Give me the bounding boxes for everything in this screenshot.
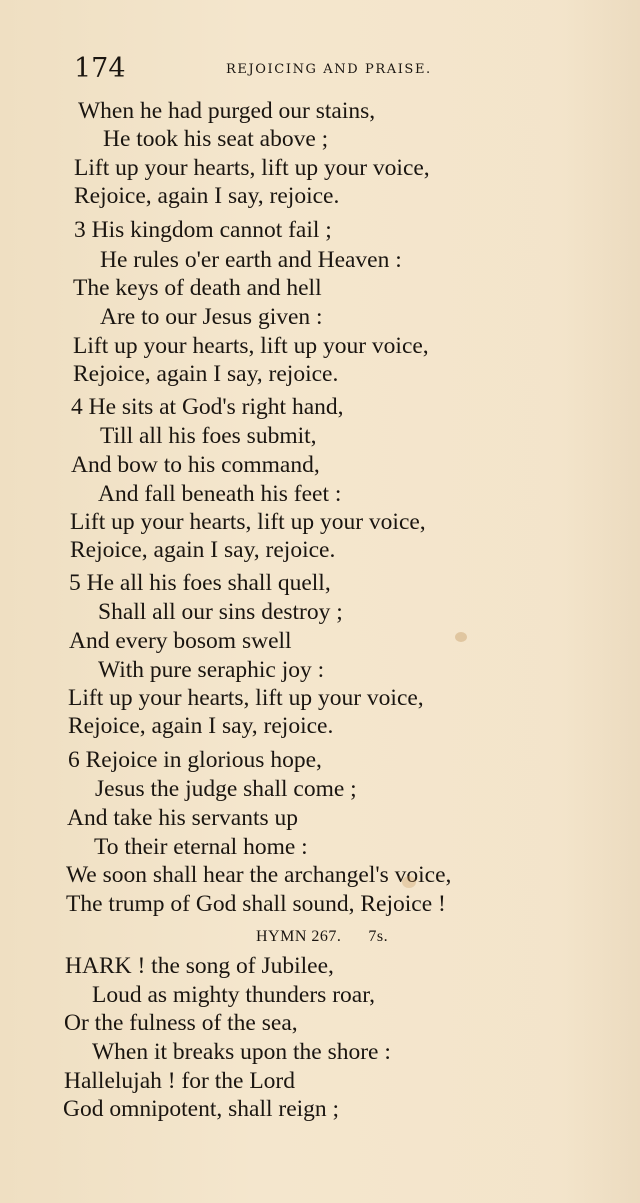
hymn-meter: 7s. <box>368 928 389 945</box>
verse-line: The trump of God shall sound, Rejoice ! <box>66 891 446 917</box>
verse-line: 3 His kingdom cannot fail ; <box>74 217 332 243</box>
verse-line: He rules o'er earth and Heaven : <box>100 247 402 273</box>
verse-line: Or the fulness of the sea, <box>64 1010 298 1036</box>
verse-line: Lift up your hearts, lift up your voice, <box>70 509 426 535</box>
verse-line: To their eternal home : <box>94 834 308 860</box>
verse-line: Lift up your hearts, lift up your voice, <box>74 155 430 181</box>
verse-line: Lift up your hearts, lift up your voice, <box>68 685 424 711</box>
verse-line: We soon shall hear the archangel's voice, <box>66 862 452 888</box>
verse-line: Lift up your hearts, lift up your voice, <box>73 333 429 359</box>
page-number: 174 <box>74 53 126 84</box>
verse-line: HARK ! the song of Jubilee, <box>65 953 334 979</box>
verse-line: Rejoice, again I say, rejoice. <box>70 537 336 563</box>
verse-line: 5 He all his foes shall quell, <box>69 570 331 596</box>
verse-line: Rejoice, again I say, rejoice. <box>74 183 340 209</box>
verse-line: Shall all our sins destroy ; <box>98 599 343 625</box>
verse-line: And take his servants up <box>67 805 299 831</box>
verse-line: And bow to his command, <box>71 452 320 478</box>
verse-line: Rejoice, again I say, rejoice. <box>73 361 339 387</box>
verse-line: And fall beneath his feet : <box>98 481 342 507</box>
verse-line: And every bosom swell <box>69 628 292 654</box>
verse-line: Hallelujah ! for the Lord <box>64 1068 295 1094</box>
verse-line: When he had purged our stains, <box>78 98 376 124</box>
verse-line: 4 He sits at God's right hand, <box>71 394 344 420</box>
paper-stain <box>402 876 416 888</box>
page-edge-shading <box>560 0 640 1203</box>
page-header <box>74 52 474 86</box>
verse-line: 6 Rejoice in glorious hope, <box>68 747 322 773</box>
hymn-number: HYMN 267. <box>256 928 342 945</box>
verse-line: When it breaks upon the shore : <box>92 1039 391 1065</box>
verse-line: Jesus the judge shall come ; <box>95 776 357 802</box>
paper-stain <box>455 632 467 642</box>
running-head: REJOICING AND PRAISE. <box>226 62 432 77</box>
verse-line: Till all his foes submit, <box>100 423 317 449</box>
verse-line: He took his seat above ; <box>103 126 329 152</box>
verse-line: Are to our Jesus given : <box>100 304 323 330</box>
verse-line: With pure seraphic joy : <box>98 657 325 683</box>
verse-line: The keys of death and hell <box>73 275 322 301</box>
verse-line: Rejoice, again I say, rejoice. <box>68 713 334 739</box>
verse-line: God omnipotent, shall reign ; <box>63 1096 340 1122</box>
hymn-number-heading <box>256 925 388 949</box>
verse-line: Loud as mighty thunders roar, <box>92 982 375 1008</box>
